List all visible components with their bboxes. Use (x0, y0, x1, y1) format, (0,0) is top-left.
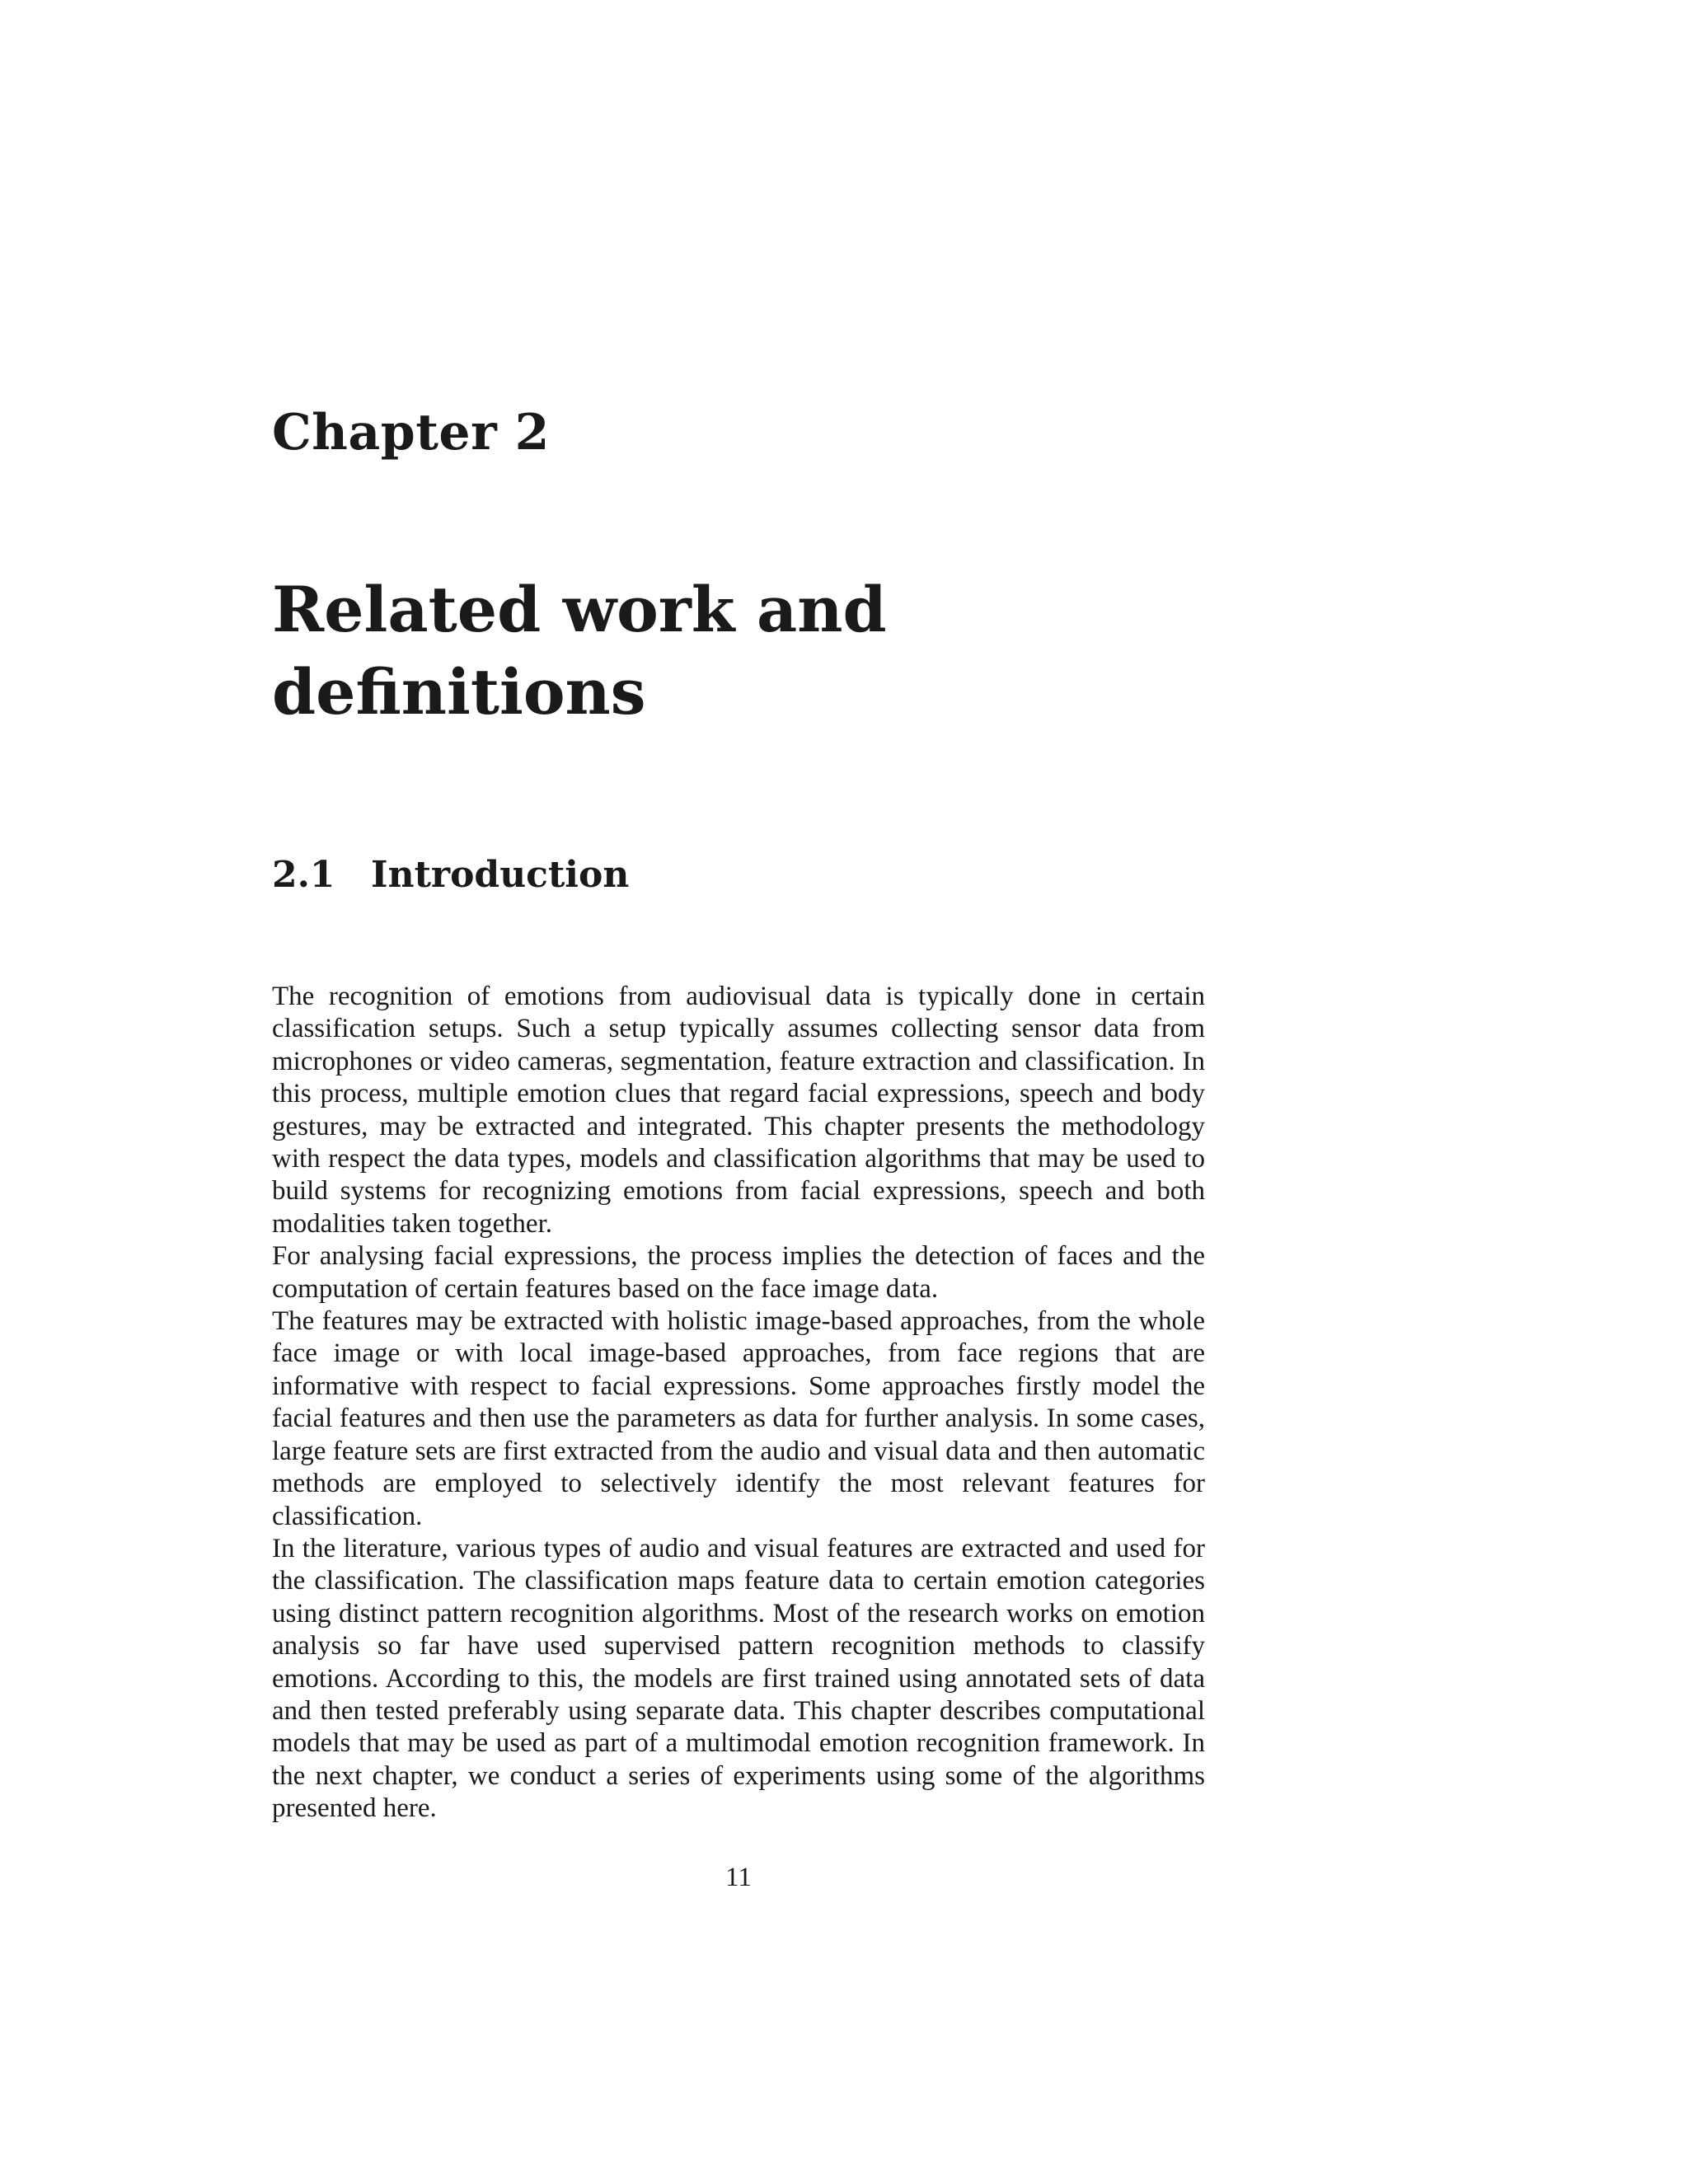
paragraph-2: For analysing facial expressions, the process implies the detection of faces and the computation of certain features based on the face image data. (272, 1241, 1205, 1304)
paragraph-4: In the literature, various types of audio and visual features are extracted and used for the classification. The classification maps feature data to certain emotion categories using distinct pattern recognition algorithms. Most of the research works on emotion analysis so far have used supervised pattern recognition methods to classify emotions. According to this, the models are first trained using annotated sets of data and then tested preferably using separate data. This chapter describes computational models that may be used as part of a multimodal emotion recognition framework. In the next chapter, we conduct a series of experiments using some of the algorithms presented here. (272, 1533, 1205, 1824)
chapter-title (272, 569, 1096, 733)
paragraph-1: The recognition of emotions from audiovisual data is typically done in certain classification setups. Such a setup typically assumes collecting sensor data from microphones or video cameras, segmentation, feature extraction and classification. In this process, multiple emotion clues that regard facial expressions, speech and body gestures, may be extracted and integrated. This chapter presents the methodology with respect the data types, models and classification algorithms that may be used to build systems for recognizing emotions from facial expressions, speech and both modalities taken together. (272, 982, 1205, 1239)
page-number: 11 (725, 1863, 752, 1892)
chapter-title-line-2: definitions (272, 655, 646, 729)
paragraph-3: The features may be extracted with holistic image-based approaches, from the whole face image or with local image-based approaches, from face regions that are informative with respect to facial expressions. Some approaches firstly model the facial features and then use the parameters as data for further analysis. In some cases, large feature sets are first extracted from the audio and visual data and then automatic methods are employed to selectively identify the most relevant features for classification. (272, 1306, 1205, 1531)
section-heading (272, 854, 630, 896)
section-title: Introduction (371, 854, 630, 896)
chapter-label: Chapter 2 (272, 404, 550, 462)
body-text (272, 981, 1205, 1825)
section-number: 2.1 (272, 854, 335, 896)
chapter-title-line-1: Related work and (272, 573, 887, 646)
